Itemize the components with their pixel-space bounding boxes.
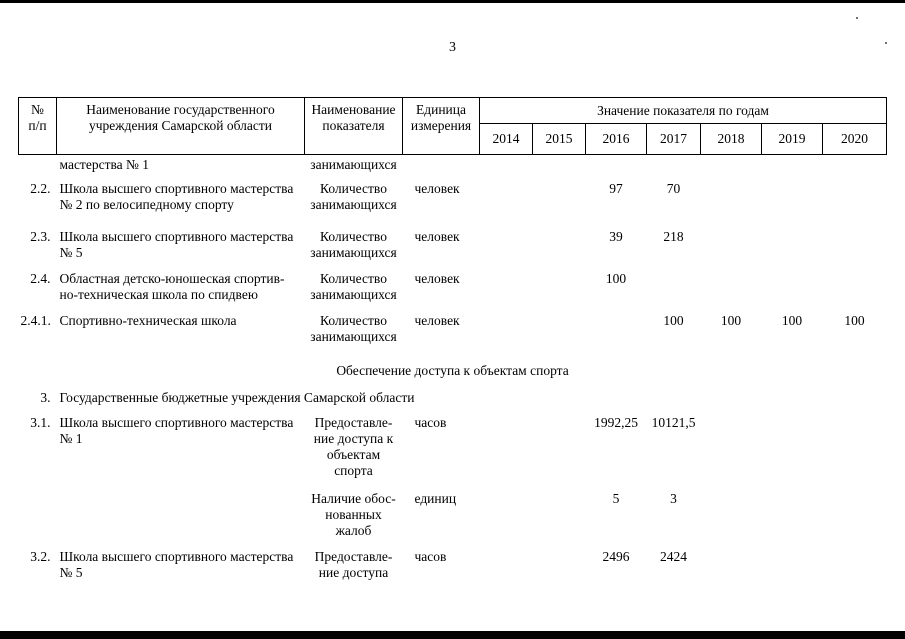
row-number: 3.2. [30,548,51,564]
institution-name: Школа высшего спортивного мастерства № 5 [59,228,294,260]
year-value [586,155,647,177]
section-row [19,357,887,385]
header-year: 2020 [823,124,887,155]
table-row [19,309,887,357]
unit-of-measure: единиц [414,490,457,506]
year-value [701,177,762,225]
indicator-name: Количество занимающихся [310,270,397,302]
group-title: Государственные бюджетные учреждения Самарской области [59,389,415,405]
scan-bottom-edge [0,631,905,639]
group-row [19,385,887,411]
year-value: 70 [666,180,681,196]
table-row [19,267,887,309]
year-value [762,177,823,225]
year-value [762,487,823,545]
row-number: 2.4.1. [20,312,51,328]
header-institution: Наименование государственного учреждения Самарской области [57,98,305,155]
unit-of-measure: человек [414,228,460,244]
header-indicator: Наименование показателя [305,98,403,155]
year-value [533,545,586,591]
row-number: 2.4. [30,270,51,286]
year-value: 3 [670,490,677,506]
year-value [586,309,647,357]
indicator-name: Наличие обос-нованных жалоб [311,490,396,538]
year-value [647,267,701,309]
year-value [533,225,586,267]
header-number: № п/п [19,98,57,155]
year-value [533,267,586,309]
year-value [701,267,762,309]
institution-name: мастерства № 1 [59,157,150,172]
scan-speck [856,17,858,19]
year-value: 100 [605,270,627,286]
row-number [19,155,57,177]
indicator-name: Количество занимающихся [310,228,397,260]
year-value: 100 [720,312,742,328]
year-value: 39 [609,228,623,244]
row-number: 2.3. [30,228,51,244]
year-value [762,411,823,487]
year-value [701,155,762,177]
year-value [480,309,533,357]
year-value: 10121,5 [651,414,696,430]
header-unit: Единица измерения [403,98,480,155]
year-value [701,225,762,267]
year-value [480,225,533,267]
year-value: 218 [663,228,684,244]
institution-name: Спортивно-техническая школа [59,312,237,328]
institution-name [57,487,305,545]
header-year: 2019 [762,124,823,155]
year-value [533,487,586,545]
year-value [701,487,762,545]
institution-name: Областная детско-юношеская спортив-но-техническая школа по спидвею [59,270,285,302]
institution-name: Школа высшего спортивного мастерства № 5 [59,548,294,580]
year-value [762,155,823,177]
year-value [823,411,887,487]
unit-of-measure: часов [414,414,447,430]
table-row [19,225,887,267]
indicator-name: Количество занимающихся [310,180,397,212]
year-value: 100 [781,312,803,328]
indicator-name: Количество занимающихся [310,312,397,344]
year-value [533,411,586,487]
year-value [762,545,823,591]
page-number: 3 [449,40,456,55]
header-year: 2014 [480,124,533,155]
year-value [480,545,533,591]
row-number [19,487,57,545]
year-value: 100 [663,312,684,328]
year-value [480,487,533,545]
year-value [823,155,887,177]
year-value [480,267,533,309]
year-value [533,177,586,225]
year-value [701,411,762,487]
unit-of-measure: человек [414,312,460,328]
row-number: 2.2. [30,180,51,196]
header-year: 2016 [586,124,647,155]
row-number: 3.1. [30,414,51,430]
year-value [762,267,823,309]
table-row [19,487,887,545]
year-value [823,225,887,267]
unit-of-measure: часов [414,548,447,564]
section-title: Обеспечение доступа к объектам спорта [336,362,569,378]
year-value: 2424 [660,548,687,564]
header-year: 2017 [647,124,701,155]
indicator-name: занимающихся [310,157,397,172]
header-values-by-year: Значение показателя по годам [480,98,887,124]
year-value: 5 [612,490,620,506]
year-value [823,487,887,545]
table-row [19,411,887,487]
year-value [701,545,762,591]
unit-of-measure: человек [414,270,460,286]
group-number: 3. [40,389,51,405]
header-year: 2015 [533,124,586,155]
year-value [823,267,887,309]
year-value: 100 [844,312,865,328]
table-row [19,155,887,177]
year-value [647,155,701,177]
indicator-name: Предоставле-ние доступа к объектам спорта [313,414,394,478]
header-year: 2018 [701,124,762,155]
year-value [480,411,533,487]
year-value [480,177,533,225]
year-value [533,309,586,357]
year-value: 1992,25 [594,414,638,430]
year-value [762,225,823,267]
scan-top-edge [0,0,905,3]
table-row [19,177,887,225]
year-value: 2496 [602,548,630,564]
year-value: 97 [609,180,623,196]
unit-of-measure: человек [414,180,460,196]
indicator-name: Предоставле-ние доступа [314,548,393,580]
unit-of-measure [403,155,480,177]
year-value [480,155,533,177]
year-value [533,155,586,177]
institution-name: Школа высшего спортивного мастерства № 2 по велосипедному спорту [59,180,294,212]
indicator-table [18,97,887,591]
table-row [19,545,887,591]
year-value [823,545,887,591]
institution-name: Школа высшего спортивного мастерства № 1 [59,414,294,446]
year-value [823,177,887,225]
